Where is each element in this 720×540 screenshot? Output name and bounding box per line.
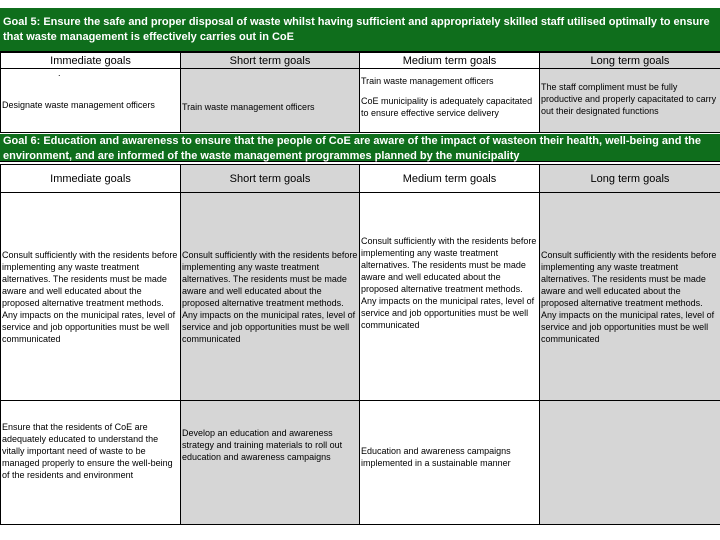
goal-6-banner <box>0 134 720 162</box>
goal-5-banner <box>0 8 720 52</box>
goal-6-row2-short-cell <box>181 401 360 525</box>
goal-5-immediate-text: Designate waste management officers <box>2 100 155 110</box>
goal-6-row2-medium-cell <box>360 401 540 525</box>
goal-5-medium-text: CoE municipality is adequately capacitated to ensure effective service delivery <box>361 96 533 118</box>
goal-6-title: Goal 6: Education and awareness to ensure that the people of CoE are aware of the impact of wasteon their health, well-being and the environment, and are informed of the waste management programmes planned by the municipality <box>3 135 702 162</box>
goal-5-title: Goal 5: Ensure the safe and proper disposal of waste whilst having sufficient and appropriately skilled staff utilised optimally to ensure that waste management is effectively carries out in CoE <box>3 16 710 43</box>
goal-6-row2-immediate-cell <box>1 401 181 525</box>
goal-6-row1-short-cell <box>181 193 360 401</box>
goal-6-row1-medium-cell <box>360 193 540 401</box>
goal-5-immediate-dot: . <box>58 69 61 78</box>
goal-6-row1-short-text: Consult sufficiently with the residents before implementing any waste treatment alternatives. The residents must be made aware and well educated about the proposed alternative treatment methods. Any impacts on the municipal rates, level of service and job opportunities must be well communicated <box>182 249 358 344</box>
goal-5-medium-cell <box>360 69 540 133</box>
goal-6-header-medium: Medium term goals <box>360 165 540 193</box>
goal-5-header-medium: Medium term goals <box>360 53 540 69</box>
goal-6-row2-long-cell <box>540 401 720 525</box>
goal-6-row1-immediate-cell <box>1 193 181 401</box>
goal-5-medium-top-text: Train waste management officers <box>361 76 494 86</box>
goal-5-immediate-cell <box>1 69 181 133</box>
goal-6-row2-short-text: Develop an education and awareness strategy and training materials to roll out education and awareness campaigns <box>182 428 343 462</box>
goal-6-header-immediate: Immediate goals <box>1 165 181 193</box>
goal-6-row2-medium-text: Education and awareness campaigns implemented in a sustainable manner <box>361 446 511 468</box>
goal-6-row1-long-cell <box>540 193 720 401</box>
goal-5-short-cell <box>181 69 360 133</box>
goal-5-header-short: Short term goals <box>181 53 360 69</box>
goal-6-row1-medium-text: Consult sufficiently with the residents before implementing any waste treatment alternatives. The residents must be made aware and well educated about the proposed alternative treatment methods. Any impacts on the municipal rates, level of service and job opportunities must be well communicated <box>361 236 537 330</box>
goal-5-long-cell <box>540 69 720 133</box>
goal-6-row1-long-text: Consult sufficiently with the residents before implementing any waste treatment alternatives. The residents must be made aware and well educated about the proposed alternative treatment methods. Any impacts on the municipal rates, level of service and job opportunities must be well communicated <box>541 249 717 344</box>
goal-5-long-text: The staff compliment must be fully productive and properly capacitated to carry out their designated functions <box>541 82 717 116</box>
goal-6-row2-immediate-text: Ensure that the residents of CoE are adequately educated to understand the vitally important need of waste to be managed properly to ensure the well-being of the residents and environment <box>2 422 173 480</box>
goal-5-short-text: Train waste management officers <box>182 102 315 112</box>
goal-5-header-long: Long term goals <box>540 53 720 69</box>
goal-5-table <box>0 52 720 133</box>
goal-6-table <box>0 164 720 525</box>
goal-5-header-immediate: Immediate goals <box>1 53 181 69</box>
goal-6-header-long: Long term goals <box>540 165 720 193</box>
goal-6-row1-immediate-text: Consult sufficiently with the residents before implementing any waste treatment alternatives. The residents must be made aware and well educated about the proposed alternative treatment methods. Any impacts on the municipal rates, level of service and job opportunities must be well communicated <box>2 249 178 344</box>
goal-6-header-short: Short term goals <box>181 165 360 193</box>
